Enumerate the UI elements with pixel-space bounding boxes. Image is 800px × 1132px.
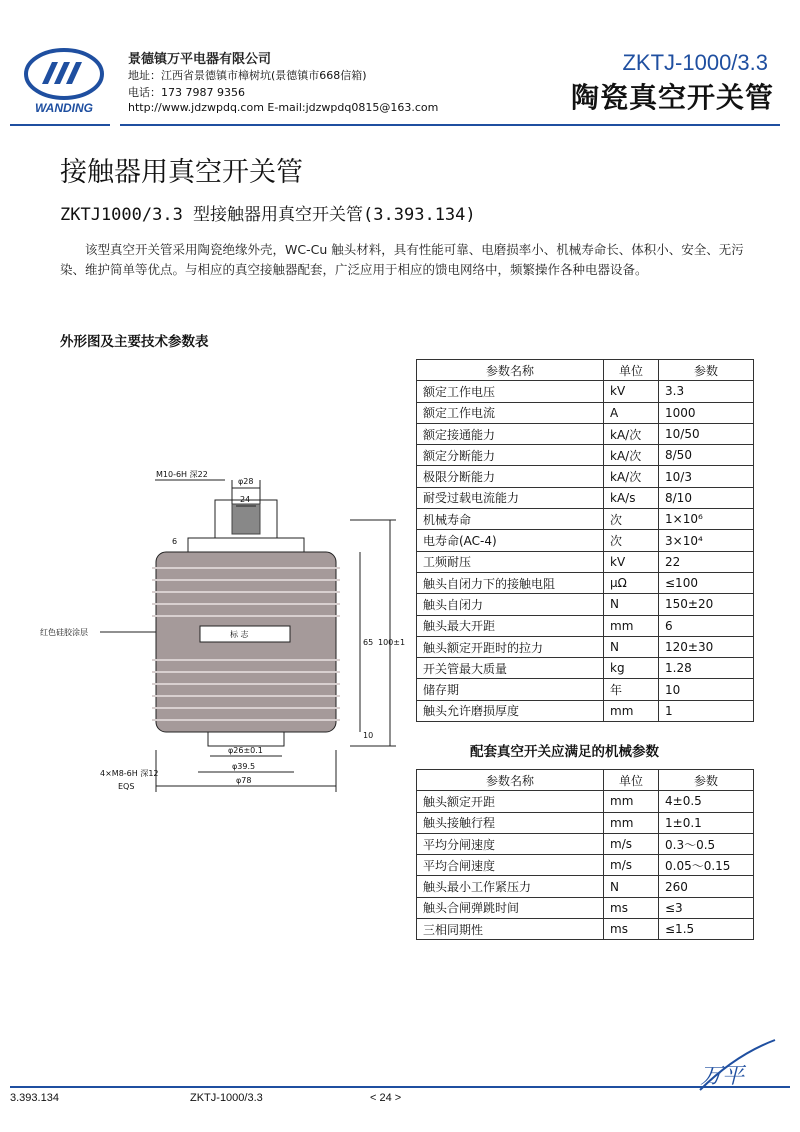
table-row [417,897,754,918]
table-cell: 触头最小工作紧压力 [417,876,604,897]
table-cell: 机械寿命 [417,509,604,530]
section-title: 外形图及主要技术参数表 [60,334,209,350]
header-title: 陶瓷真空开关管 [570,81,774,114]
table-cell: 次 [604,530,659,551]
dim-m10: M10-6H 深22 [156,470,208,479]
table-cell: mm [604,812,659,833]
table-cell: ≤1.5 [659,919,754,940]
table-row [417,636,754,657]
table-row [417,791,754,812]
table-cell: 1000 [659,402,754,423]
mechanical-table [416,769,754,940]
table-cell: 极限分断能力 [417,466,604,487]
company-name: 景德镇万平电器有限公司 [128,52,272,67]
table-row [417,530,754,551]
page-heading: 接触器用真空开关管 [60,157,303,188]
table-cell: N [604,876,659,897]
table-row [417,551,754,572]
table-header-cell: 参数名称 [417,360,604,381]
dim-d24: 24 [240,495,251,504]
table-cell: mm [604,700,659,721]
table-cell: 10/50 [659,423,754,444]
table-cell: 4±0.5 [659,791,754,812]
table-cell: 10/3 [659,466,754,487]
table2-title: 配套真空开关应满足的机械参数 [470,744,659,760]
table-header-cell: 单位 [604,770,659,791]
table-row [417,487,754,508]
table-cell: 8/10 [659,487,754,508]
table-cell: kA/次 [604,423,659,444]
table-cell: 10 [659,679,754,700]
dim-d65: 65 [363,638,374,647]
table-header-cell: 参数名称 [417,770,604,791]
dim-d28: φ28 [238,477,254,486]
table-cell: ms [604,897,659,918]
table-cell: 平均合闸速度 [417,855,604,876]
table-cell: 触头自闭力下的接触电阻 [417,572,604,593]
dim-d6: 6 [172,537,178,546]
table-cell: 0.3～0.5 [659,833,754,854]
page-subheading: ZKTJ1000/3.3 型接触器用真空开关管(3.393.134) [60,205,476,225]
table-cell: 额定分断能力 [417,445,604,466]
table-cell: kV [604,551,659,572]
table-row [417,658,754,679]
table-header-cell: 参数 [659,770,754,791]
table-cell: mm [604,791,659,812]
table-cell: 开关管最大质量 [417,658,604,679]
table-header-row [417,360,754,381]
table-row [417,833,754,854]
spec-table [416,359,754,722]
table-cell: N [604,636,659,657]
table-cell: 150±20 [659,594,754,615]
table-cell: ms [604,919,659,940]
dim-m8: 4×M8-6H 深12 [100,769,159,778]
label-marking: 标 志 [230,630,249,639]
dim-d39: φ39.5 [232,762,256,771]
table-cell: kA/s [604,487,659,508]
table-cell: 8/50 [659,445,754,466]
footer-rule [10,1086,790,1088]
company-logo [18,44,110,116]
table-cell: 触头接触行程 [417,812,604,833]
table-cell: 年 [604,679,659,700]
table-cell: 260 [659,876,754,897]
table-row [417,812,754,833]
footer-code: 3.393.134 [10,1092,59,1104]
footer-model: ZKTJ-1000/3.3 [190,1092,263,1104]
table-cell: 电寿命(AC-4) [417,530,604,551]
technical-drawing [40,460,406,800]
table-row [417,615,754,636]
dim-d78: φ78 [236,776,252,785]
table-header-cell: 参数 [659,360,754,381]
table-cell: 额定工作电压 [417,381,604,402]
table-cell: 1 [659,700,754,721]
company-address: 地址：江西省景德镇市樟树坑(景德镇市668信箱) [128,69,367,82]
footer-page: < 24 > [370,1092,402,1104]
table-cell: 额定接通能力 [417,423,604,444]
table-row [417,594,754,615]
company-web: http://www.jdzwpdq.com E-mail:jdzwpdq0815@163.com [128,101,439,114]
table-cell: 1±0.1 [659,812,754,833]
header-rule-left [10,124,110,126]
company-phone: 电话：173 7987 9356 [128,86,245,99]
table-cell: kg [604,658,659,679]
table-header-row [417,770,754,791]
table-cell: 触头允许磨损厚度 [417,700,604,721]
table-row [417,466,754,487]
table-cell: kA/次 [604,466,659,487]
table-cell: 1×10⁶ [659,509,754,530]
table-cell: m/s [604,855,659,876]
table-row [417,423,754,444]
table-cell: ≤3 [659,897,754,918]
table-cell: 0.05～0.15 [659,855,754,876]
table-row [417,381,754,402]
table-cell: kA/次 [604,445,659,466]
table-cell: m/s [604,833,659,854]
table-cell: 额定工作电流 [417,402,604,423]
logo-text: WANDING [35,101,93,115]
dim-d100: 100±1 [378,638,406,647]
table-header-cell: 单位 [604,360,659,381]
table-cell: 3.3 [659,381,754,402]
table-cell: 触头额定开距 [417,791,604,812]
table-cell: 工频耐压 [417,551,604,572]
table-cell: 耐受过载电流能力 [417,487,604,508]
table-cell: 储存期 [417,679,604,700]
table-cell: ≤100 [659,572,754,593]
table-cell: kV [604,381,659,402]
header-rule [120,124,780,126]
table-cell: 三相同期性 [417,919,604,940]
table-cell: 22 [659,551,754,572]
table-row [417,855,754,876]
footer-mark [690,1035,780,1095]
table-row [417,402,754,423]
table-cell: 触头合闸弹跳时间 [417,897,604,918]
table-cell: 触头自闭力 [417,594,604,615]
table-cell: A [604,402,659,423]
table-cell: 触头最大开距 [417,615,604,636]
table-cell: N [604,594,659,615]
table-cell: 3×10⁴ [659,530,754,551]
table-row [417,876,754,897]
footer-mark-text: 万平 [700,1064,745,1089]
header-model: ZKTJ-1000/3.3 [622,50,768,75]
table-row [417,700,754,721]
table-row [417,919,754,940]
dim-d10: 10 [363,731,374,740]
table-cell: 触头额定开距时的拉力 [417,636,604,657]
table-cell: 1.28 [659,658,754,679]
dim-d26: φ26±0.1 [228,746,263,755]
table-cell: μΩ [604,572,659,593]
table-row [417,445,754,466]
description-paragraph: 该型真空开关管采用陶瓷绝缘外壳，WC-Cu 触头材料，具有性能可靠、电磨损率小、机械寿命长、体积小、安全、无污染、维护简单等优点。与相应的真空接触器配套，广泛应用于相应的馈电网络中，频繁操作各种电器设备。 [60,242,744,277]
table-cell: 6 [659,615,754,636]
label-coating: 红色硅胶涂层 [40,628,88,637]
table-row [417,572,754,593]
table-cell: 平均分闸速度 [417,833,604,854]
table-cell: mm [604,615,659,636]
table-cell: 次 [604,509,659,530]
table-cell: 120±30 [659,636,754,657]
table-row [417,679,754,700]
dim-eqs: EQS [118,782,135,791]
table-row [417,509,754,530]
